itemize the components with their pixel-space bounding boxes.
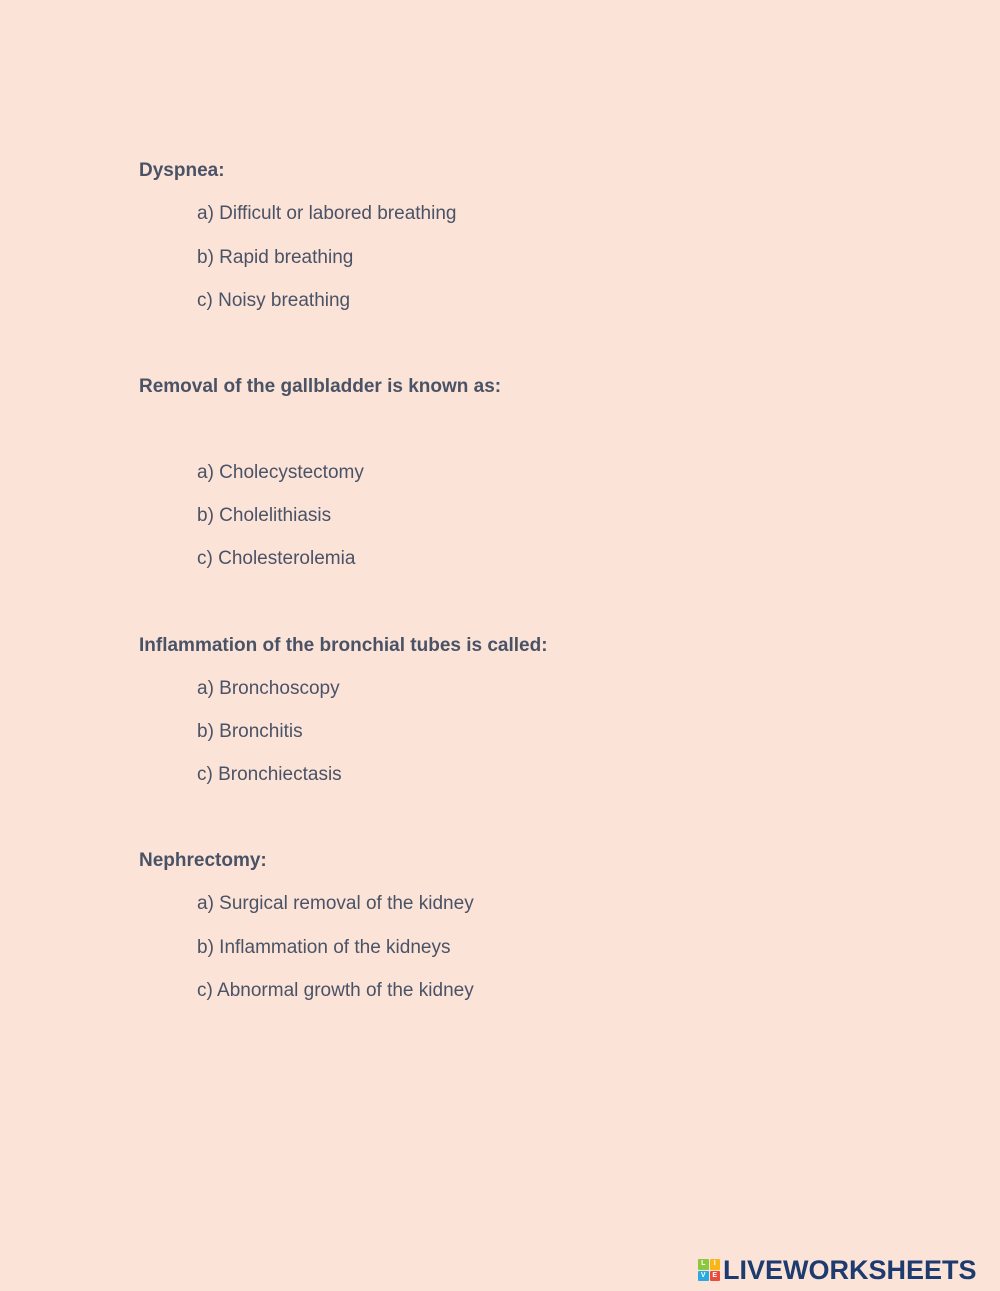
question-4-text: Nephrectomy: [139, 850, 267, 871]
question-3-text: Inflammation of the bronchial tubes is called: [139, 635, 548, 656]
question-2-text: Removal of the gallbladder is known as: [139, 376, 502, 397]
question-3-option-b[interactable]: b) Bronchitis [197, 721, 303, 742]
logo-block-l: L [698, 1259, 709, 1270]
logo-blocks-icon [698, 1259, 720, 1281]
question-4-option-c[interactable]: c) Abnormal growth of the kidney [197, 980, 474, 1001]
question-1-option-b[interactable]: b) Rapid breathing [197, 247, 354, 268]
question-2-option-b[interactable]: b) Cholelithiasis [197, 505, 332, 526]
question-2-option-c[interactable]: c) Cholesterolemia [197, 548, 356, 569]
question-1-option-a[interactable]: a) Difficult or labored breathing [197, 203, 457, 224]
question-3-option-a[interactable]: a) Bronchoscopy [197, 678, 340, 699]
question-1-text: Dyspnea: [139, 160, 225, 181]
question-2-option-a[interactable]: a) Cholecystectomy [197, 462, 364, 483]
question-4-option-a[interactable]: a) Surgical removal of the kidney [197, 893, 474, 914]
question-3-option-c[interactable]: c) Bronchiectasis [197, 764, 342, 785]
question-4-option-b[interactable]: b) Inflammation of the kidneys [197, 937, 451, 958]
question-1-option-c[interactable]: c) Noisy breathing [197, 290, 351, 311]
logo-block-v: V [698, 1271, 709, 1282]
logo-block-i: I [710, 1259, 721, 1270]
logo-block-e: E [710, 1271, 721, 1282]
logo-text: LIVEWORKSHEETS [723, 1255, 977, 1285]
liveworksheets-logo [698, 1256, 977, 1284]
